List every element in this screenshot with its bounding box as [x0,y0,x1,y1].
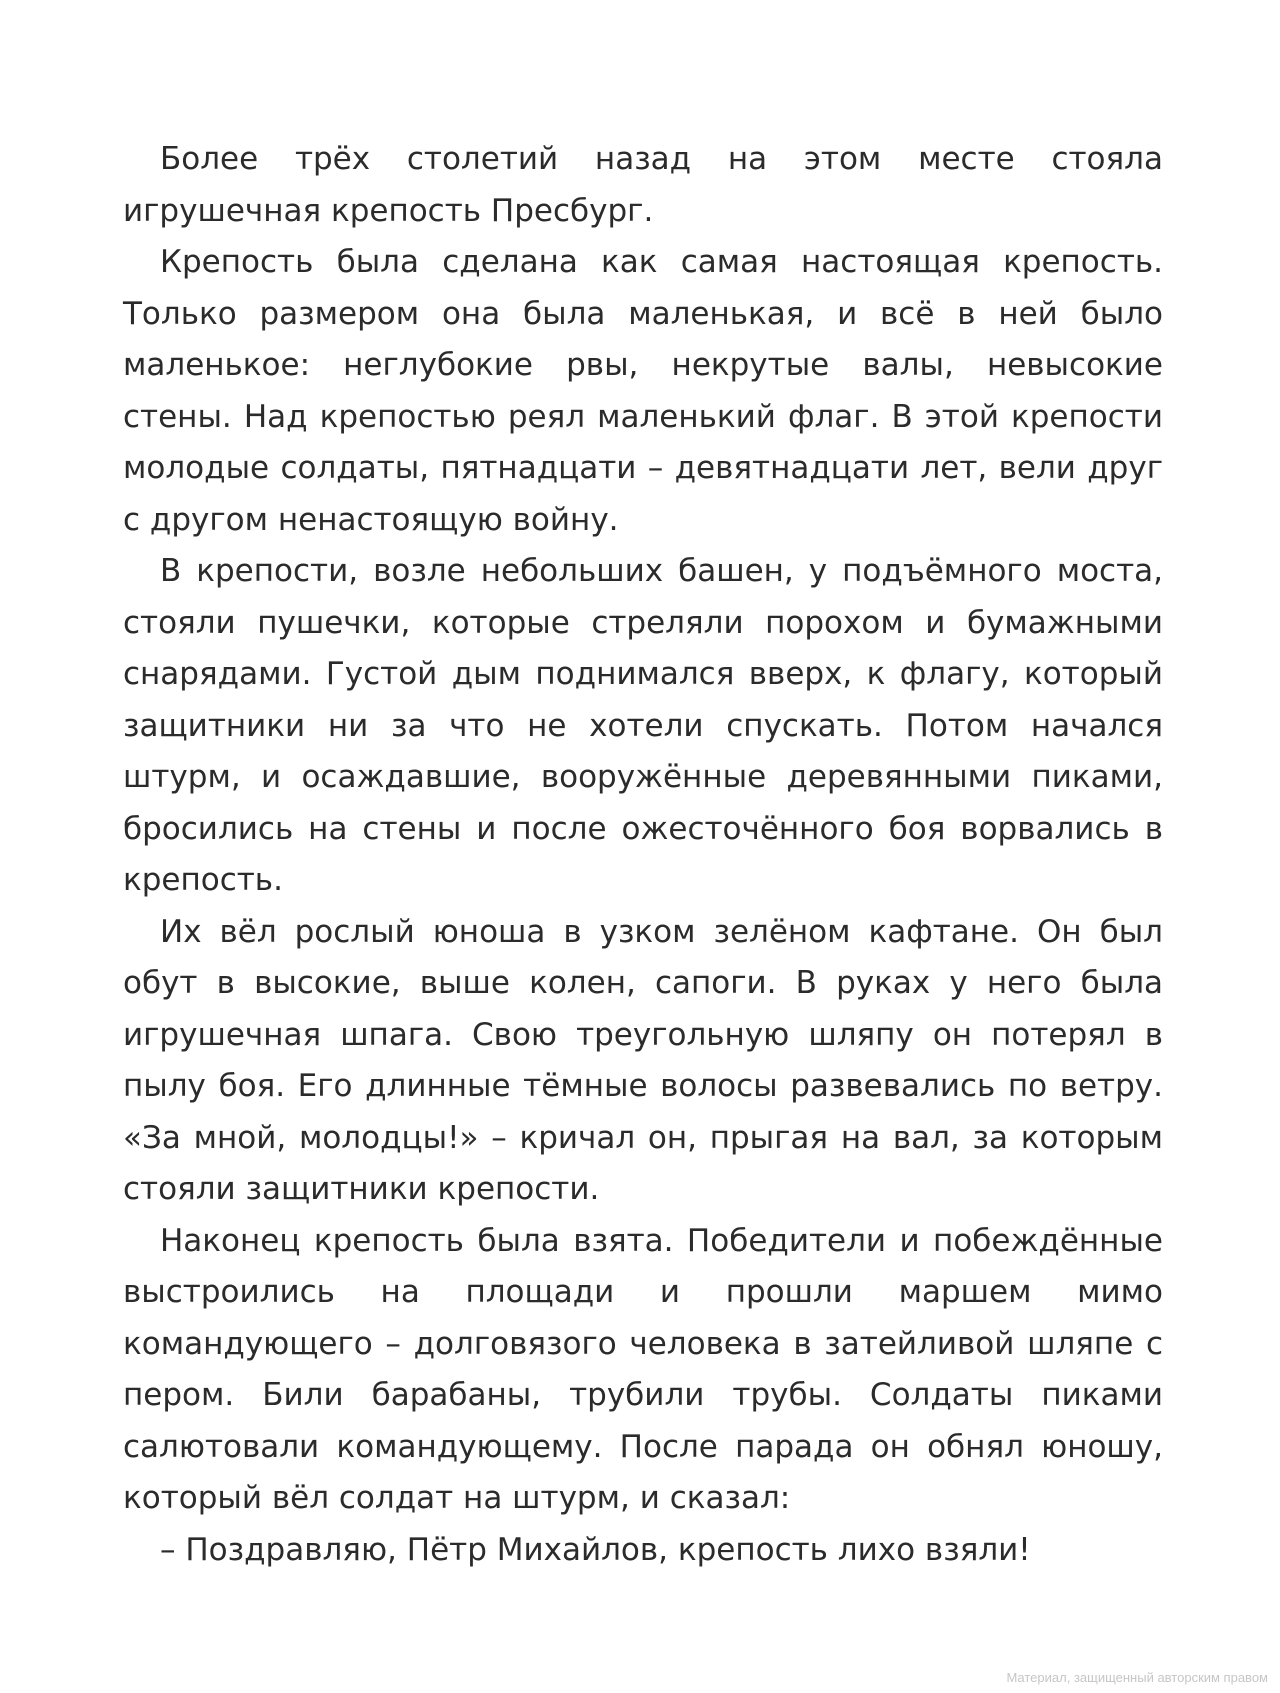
paragraph-6: – Поздравляю, Пётр Михайлов, крепость лихо взяли! [160,1531,1031,1568]
copyright-watermark: Материал, защищенный авторским правом [1006,1670,1268,1685]
paragraph-5: Наконец крепость была взята. Победители и побеждённые выстроились на площади и прошли маршем мимо командующего – долговязого человека в затейливой шляпе с пером. Били барабаны, трубили трубы. Солдаты пиками салютовали командующему. После парада он обнял юношу, который вёл солдат на штурм, и сказал: [123,1222,1163,1516]
paragraph-3: В крепости, возле небольших башен, у подъёмного моста, стояли пушечки, которые стреляли порохом и бумажными снарядами. Густой дым поднимался вверх, к флагу, который защитники ни за что не хотели спускать. Потом начался штурм, и осаждавшие, вооружённые деревянными пиками, бросились на стены и после ожесточённого боя ворвались в крепость. [123,553,1163,898]
page-text [123,134,1163,1576]
paragraph-2: Крепость была сделана как самая настоящая крепость. Только размером она была маленькая, и всё в ней было маленькое: неглубокие рвы, некрутые валы, невысокие стены. Над крепостью реял маленький флаг. В этой крепости молодые солдаты, пятнадцати – девятнадцати лет, вели друг с другом ненастоящую войну. [123,244,1163,538]
paragraph-4: Их вёл рослый юноша в узком зелёном кафтане. Он был обут в высокие, выше колен, сапоги. В руках у него была игрушечная шпага. Свою треугольную шляпу он потерял в пылу боя. Его длинные тёмные волосы развевались по ветру. «За мной, молодцы!» – кричал он, прыгая на вал, за которым стояли защитники крепости. [123,913,1163,1207]
paragraph-1: Более трёх столетий назад на этом месте стояла игрушечная крепость Пресбург. [123,141,1163,229]
